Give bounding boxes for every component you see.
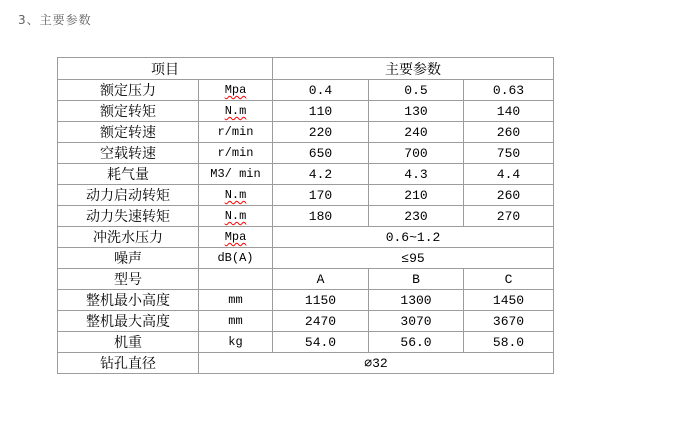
param-value-cell: 270 [464,206,554,227]
param-value-cell: 180 [273,206,369,227]
param-label-cell: 额定压力 [58,80,199,101]
table-row [58,332,554,353]
param-label-cell: 额定转速 [58,122,199,143]
param-label-cell: 机重 [58,332,199,353]
table-row [58,164,554,185]
param-unit-cell: mm [199,290,273,311]
param-value-cell: 3670 [464,311,554,332]
table-row [58,290,554,311]
header-item-cell: 项目 [58,58,273,80]
merged-value-cell: 0.6~1.2 [273,227,554,248]
param-value-cell: 240 [369,122,464,143]
param-value-cell: C [464,269,554,290]
param-label-cell: 型号 [58,269,199,290]
param-value-cell: 0.5 [369,80,464,101]
param-value-cell: 58.0 [464,332,554,353]
param-label-cell: 整机最大高度 [58,311,199,332]
param-value-cell: 3070 [369,311,464,332]
param-value-cell: 170 [273,185,369,206]
unit-text: N.m [224,209,247,223]
param-label-cell: 额定转矩 [58,101,199,122]
param-value-cell: 2470 [273,311,369,332]
unit-text: N.m [224,188,247,202]
header-params-cell: 主要参数 [273,58,554,80]
param-value-cell: 1150 [273,290,369,311]
param-label-cell: 钻孔直径 [58,353,199,374]
param-label-cell: 噪声 [58,248,199,269]
merged-value-cell: ≤95 [273,248,554,269]
param-value-cell: B [369,269,464,290]
param-value-cell: 54.0 [273,332,369,353]
param-unit-cell: kg [199,332,273,353]
param-unit-cell [199,80,273,101]
param-value-cell: 110 [273,101,369,122]
table-row [58,122,554,143]
section-heading: 3、主要参数 [18,13,92,27]
param-unit-cell: M3/ min [199,164,273,185]
table-row [58,143,554,164]
unit-text: Mpa [224,230,247,244]
param-value-cell: A [273,269,369,290]
param-value-cell: 700 [369,143,464,164]
table-row [58,206,554,227]
param-value-cell: 210 [369,185,464,206]
param-value-cell: 0.4 [273,80,369,101]
table-row [58,353,554,374]
param-label-cell: 空载转速 [58,143,199,164]
param-value-cell: 260 [464,122,554,143]
param-value-cell: 4.4 [464,164,554,185]
merged-value-cell: ∅32 [199,353,554,374]
table-row [58,269,554,290]
param-unit-cell [199,227,273,248]
param-value-cell: 140 [464,101,554,122]
param-unit-cell: r/min [199,122,273,143]
param-value-cell: 4.2 [273,164,369,185]
param-value-cell: 220 [273,122,369,143]
unit-text: Mpa [224,83,247,97]
param-value-cell: 230 [369,206,464,227]
table-row [58,185,554,206]
param-unit-cell: r/min [199,143,273,164]
table-header-row [58,58,554,80]
param-unit-cell: dB(A) [199,248,273,269]
parameters-table [57,57,554,374]
param-unit-cell [199,206,273,227]
param-label-cell: 冲洗水压力 [58,227,199,248]
param-label-cell: 动力启动转矩 [58,185,199,206]
param-value-cell: 260 [464,185,554,206]
table-row [58,227,554,248]
param-value-cell: 1450 [464,290,554,311]
param-label-cell: 耗气量 [58,164,199,185]
table-row [58,311,554,332]
param-unit-cell [199,101,273,122]
param-value-cell: 0.63 [464,80,554,101]
param-unit-cell: mm [199,311,273,332]
table-row [58,248,554,269]
param-label-cell: 整机最小高度 [58,290,199,311]
param-label-cell: 动力失速转矩 [58,206,199,227]
param-unit-cell [199,269,273,290]
unit-text: N.m [224,104,247,118]
param-value-cell: 130 [369,101,464,122]
param-value-cell: 750 [464,143,554,164]
table-row [58,80,554,101]
param-value-cell: 650 [273,143,369,164]
param-unit-cell [199,185,273,206]
table-row [58,101,554,122]
param-value-cell: 56.0 [369,332,464,353]
param-value-cell: 1300 [369,290,464,311]
param-value-cell: 4.3 [369,164,464,185]
